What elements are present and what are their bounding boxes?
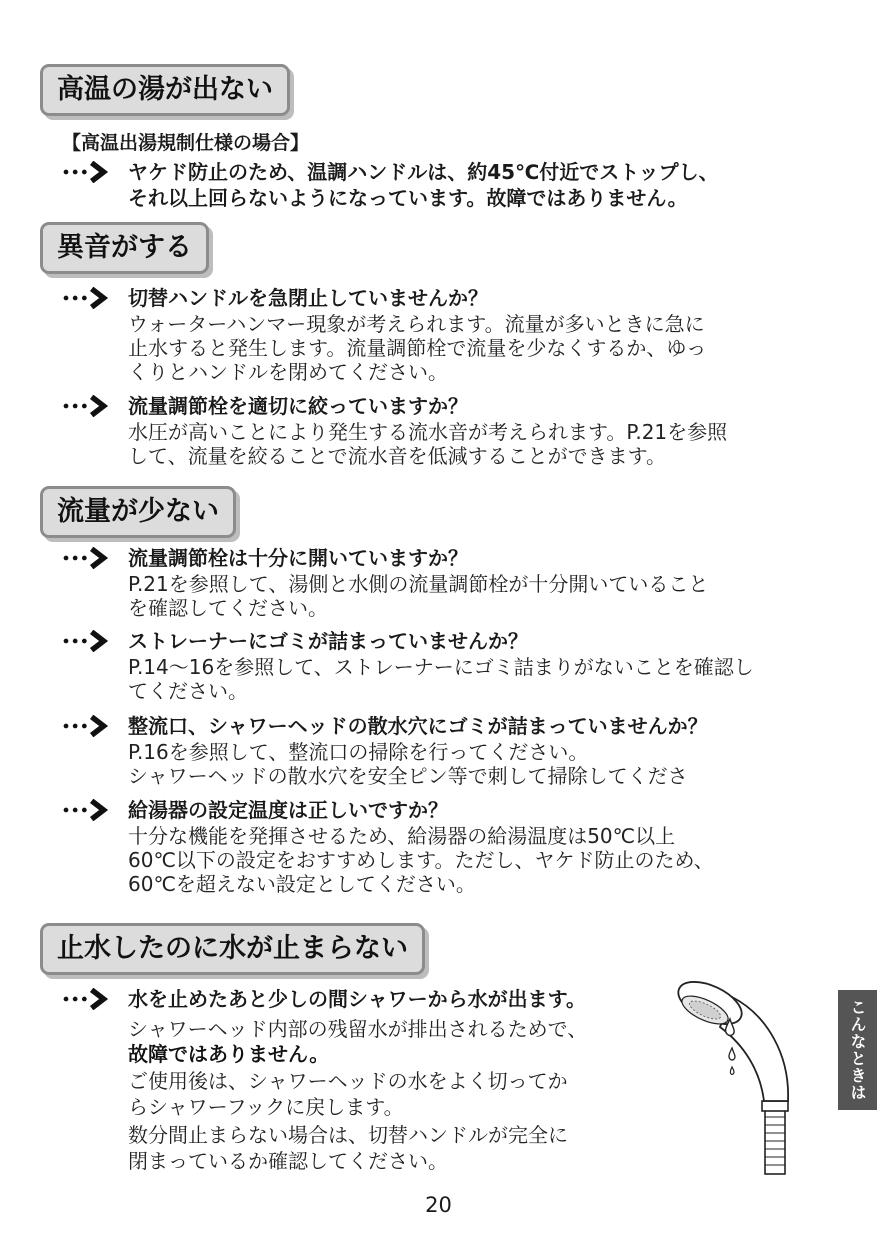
item-question: ストレーナーにゴミが詰まっていませんか？	[128, 629, 528, 653]
page-number: 20	[425, 1193, 452, 1217]
section-heading-high-temp: 高温の湯が出ない	[40, 64, 290, 116]
item-text-line: 60℃以下の設定をおすすめします。ただし、ヤケド防止のため、	[128, 848, 714, 872]
arrow-marker-icon	[60, 161, 116, 183]
item-text-line: 閉まっているか確認してください。	[128, 1149, 448, 1173]
arrow-marker-icon	[60, 395, 116, 417]
item-text-line: P.21を参照して、湯側と水側の流量調節栓が十分開いていること	[128, 572, 709, 596]
section-heading-no-stop: 止水したのに水が止まらない	[40, 923, 425, 975]
arrow-marker-icon	[60, 799, 116, 821]
item-question: ヤケド防止のため、温調ハンドルは、約45℃付近でストップし、	[128, 160, 719, 184]
item-text-line: ウォーターハンマー現象が考えられます。流量が多いときに急に	[128, 312, 705, 336]
item-text-line: 十分な機能を発揮させるため、給湯器の給湯温度は50℃以上	[128, 824, 676, 848]
arrow-marker-icon	[60, 630, 116, 652]
item-text-bold-line: 故障ではありません。	[128, 1042, 330, 1066]
item-text-line: 水圧が高いことにより発生する流水音が考えられます。P.21を参照	[128, 420, 728, 444]
item-text-line: シャワーヘッドの散水穴を安全ピン等で刺して掃除してくださ	[128, 764, 688, 788]
hose-icon	[762, 1101, 788, 1174]
item-text-line: P.16を参照して、整流口の掃除を行ってください。	[128, 740, 589, 764]
shower-head-illustration	[672, 975, 812, 1180]
item-text-line: P.14〜16を参照して、ストレーナーにゴミ詰まりがないことを確認し	[128, 655, 754, 679]
item-question: 給湯器の設定温度は正しいですか？	[128, 798, 448, 822]
item-question: 切替ハンドルを急閉止していませんか？	[128, 286, 488, 310]
arrow-marker-icon	[60, 287, 116, 309]
arrow-marker-icon	[60, 715, 116, 737]
side-index-tab: こんなときは	[838, 990, 877, 1110]
item-text-line: 60℃を超えない設定としてください。	[128, 872, 476, 896]
item-text-line: それ以上回らないようになっています。故障ではありません。	[128, 186, 688, 210]
item-text-line: てください。	[128, 679, 248, 703]
section-note: 【高温出湯規制仕様の場合】	[62, 132, 310, 154]
item-question: 整流口、シャワーヘッドの散水穴にゴミが詰まっていませんか？	[128, 714, 708, 738]
item-text-line: 数分間止まらない場合は、切替ハンドルが完全に	[128, 1123, 568, 1147]
item-text-line: 止水すると発生します。流量調節栓で流量を少なくするか、ゆっ	[128, 336, 707, 360]
item-question: 流量調節栓を適切に絞っていますか？	[128, 394, 468, 418]
section-heading-low-flow: 流量が少ない	[40, 486, 236, 538]
item-question: 流量調節栓は十分に開いていますか？	[128, 546, 468, 570]
item-text-line: を確認してください。	[128, 596, 328, 620]
item-question: 水を止めたあと少しの間シャワーから水が出ます。	[128, 987, 586, 1011]
item-text-line: ご使用後は、シャワーヘッドの水をよく切ってか	[128, 1069, 568, 1093]
item-text-line: らシャワーフックに戻します。	[128, 1095, 404, 1119]
arrow-marker-icon	[60, 988, 116, 1010]
water-drop-icon	[726, 1019, 735, 1074]
item-text-line: して、流量を絞ることで流水音を低減することができます。	[128, 444, 666, 468]
item-text-line: くりとハンドルを閉めてください。	[128, 360, 448, 384]
arrow-marker-icon	[60, 547, 116, 569]
section-heading-noise: 異音がする	[40, 222, 209, 274]
item-text-line: シャワーヘッド内部の残留水が排出されるためで、	[128, 1017, 588, 1041]
